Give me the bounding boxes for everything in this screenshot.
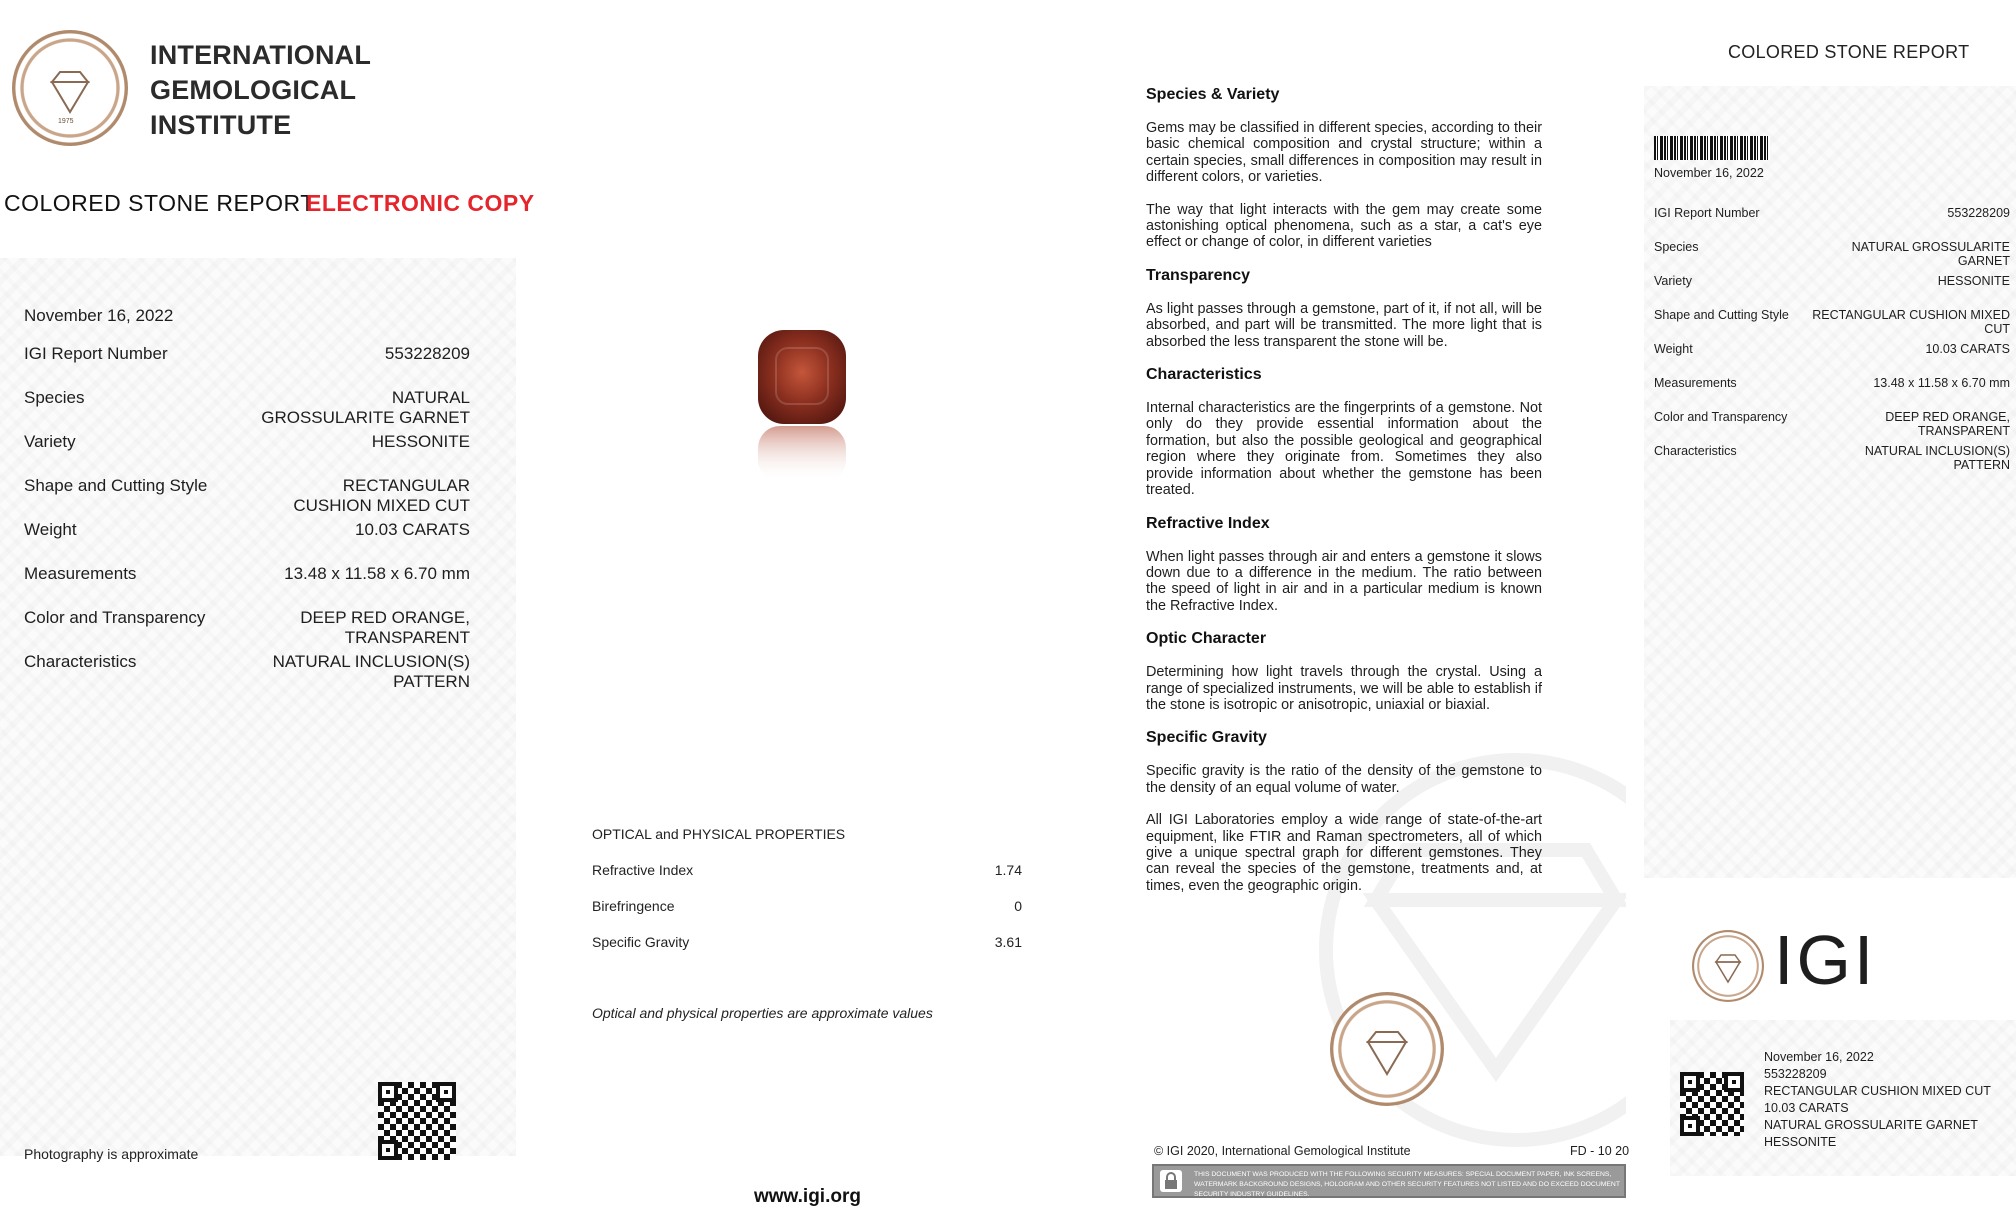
igi-seal-logo (12, 30, 128, 146)
report-row-label: Characteristics (24, 652, 137, 671)
report-row-label: Variety (24, 432, 76, 451)
institute-line-3: INSTITUTE (150, 110, 292, 140)
info-heading: Refractive Index (1146, 514, 1270, 532)
info-paragraph: As light passes through a gemstone, part of it, if not all, will be absorbed, and part will be transmitted. The more light that is absorbed the less transparent the stone will be. (1146, 300, 1542, 350)
electronic-copy-label: ELECTRONIC COPY (306, 190, 535, 216)
security-banner (1152, 1164, 1626, 1198)
report-row-value: HESSONITE (371, 432, 470, 451)
info-paragraph: When light passes through air and enters a gemstone it slows down due to a difference in the medium. The ratio between the speed of light in air and in a particular medium is known the Refractive Index. (1146, 548, 1542, 614)
igi-seal-watermark (1330, 992, 1444, 1106)
stub-card-line: HESSONITE (1764, 1135, 1837, 1149)
stub-card-line: 553228209 (1764, 1067, 1827, 1081)
report-row-label: Weight (24, 520, 77, 539)
stub-row-label: IGI Report Number (1654, 206, 1760, 220)
stub-title: COLORED STONE REPORT (1728, 42, 1970, 62)
info-paragraph: All IGI Laboratories employ a wide range of state-of-the-art equipment, like FTIR and Raman spectrometers, all of which give a unique spectral graph for different gemstones. They can reveal the species of the gemstone, treatments and, at times, even the geographic origin. (1146, 812, 1542, 894)
info-column (1146, 86, 1542, 910)
info-heading: Transparency (1146, 266, 1251, 284)
optical-row-label: Birefringence (592, 898, 675, 914)
stub-row-value: NATURAL GROSSULARITE GARNET (1851, 240, 2010, 268)
report-row-label: Species (24, 388, 85, 407)
optical-title: OPTICAL and PHYSICAL PROPERTIES (592, 826, 846, 842)
photo-note: Photography is approximate (24, 1146, 199, 1162)
optical-row-value: 3.61 (994, 934, 1022, 950)
stub-card-line: November 16, 2022 (1764, 1050, 1874, 1064)
report-row-label: Measurements (24, 564, 137, 583)
stub-row-value: HESSONITE (1937, 274, 2010, 288)
lock-icon (1160, 1170, 1182, 1192)
optical-row-value: 1.74 (994, 862, 1022, 878)
report-date: November 16, 2022 (24, 306, 174, 325)
stub-row-label: Characteristics (1654, 444, 1737, 458)
stub-row-label: Weight (1654, 342, 1693, 356)
seal-year: 1975 (58, 118, 74, 125)
stub-background-pattern (1644, 86, 2016, 878)
report-row-value: NATURAL INCLUSION(S) PATTERN (272, 652, 470, 691)
qr-code[interactable] (378, 1082, 456, 1160)
stub-qr-code[interactable] (1680, 1072, 1744, 1136)
stub-row-label: Shape and Cutting Style (1654, 308, 1789, 322)
info-paragraph: Determining how light travels through the crystal. Using a range of specialized instruments, we will be able to establish if the stone is isotropic or anisotropic, uniaxial or biaxial. (1146, 664, 1542, 713)
stub-card-line: RECTANGULAR CUSHION MIXED CUT (1764, 1084, 1991, 1098)
stub-card-line: 10.03 CARATS (1764, 1101, 1849, 1115)
stub-row-label: Measurements (1654, 376, 1737, 390)
institute-line-2: GEMOLOGICAL (150, 75, 357, 105)
website-link[interactable]: www.igi.org (754, 1186, 861, 1207)
igi-small-seal (1692, 930, 1764, 1002)
optical-row-label: Refractive Index (592, 862, 694, 878)
stub-row-value: 13.48 x 11.58 x 6.70 mm (1873, 376, 2010, 390)
stub-row-label: Variety (1654, 274, 1692, 288)
stub-row-value: NATURAL INCLUSION(S) PATTERN (1864, 444, 2010, 472)
stub-row-label: Species (1654, 240, 1699, 254)
copyright: © IGI 2020, International Gemological Institute (1154, 1144, 1411, 1158)
report-row-value: DEEP RED ORANGE, TRANSPARENT (300, 608, 470, 647)
info-heading: Species & Variety (1146, 86, 1280, 103)
info-heading: Characteristics (1146, 366, 1262, 384)
report-row-label: IGI Report Number (24, 344, 168, 363)
igi-logo-text: IGI (1774, 921, 1877, 999)
report-row-value: 553228209 (384, 344, 470, 363)
report-row-value: RECTANGULAR CUSHION MIXED CUT (293, 476, 470, 515)
info-paragraph: Gems may be classified in different species, according to their basic chemical composition and crystal structure; within a certain species, small differences in composition may result in different colors, or varieties. (1146, 120, 1542, 186)
report-row-value: 13.48 x 11.58 x 6.70 mm (284, 564, 470, 583)
info-paragraph: Internal characteristics are the fingerprints of a gemstone. Not only do they provide essential information about the formation, but also the possible geological and geographical region where they originate from. Sometimes they also provide information about whether the gemstone has been treated. (1146, 400, 1542, 499)
form-code: FD - 10 20 (1570, 1144, 1630, 1158)
institute-line-1: INTERNATIONAL (150, 40, 372, 70)
report-row-value: 10.03 CARATS (355, 520, 470, 539)
report-row-value: NATURAL GROSSULARITE GARNET (261, 388, 470, 427)
report-title: COLORED STONE REPORT (4, 190, 315, 216)
stub-row-value: DEEP RED ORANGE, TRANSPARENT (1885, 410, 2010, 438)
info-heading: Specific Gravity (1146, 729, 1267, 747)
optical-row-label: Specific Gravity (592, 934, 690, 950)
stub-row-value: 553228209 (1947, 206, 2010, 220)
institute-name (150, 38, 371, 143)
report-row-label: Color and Transparency (24, 608, 206, 627)
stub-date: November 16, 2022 (1654, 166, 1764, 180)
optical-note: Optical and physical properties are approximate values (592, 1005, 933, 1021)
info-heading: Optic Character (1146, 630, 1267, 648)
stub-card-line: NATURAL GROSSULARITE GARNET (1764, 1118, 1978, 1132)
barcode (1654, 136, 1770, 160)
info-paragraph: The way that light interacts with the gem may create some astonishing optical phenomena, such as a star, a cat's eye effect or change of color, in different varieties (1146, 201, 1542, 251)
stub-row-value: 10.03 CARATS (1925, 342, 2010, 356)
security-text: THIS DOCUMENT WAS PRODUCED WITH THE FOLLOWING SECURITY MEASURES: SPECIAL DOCUMENT PAPER, INK SCREENS, WATERMARK BACKGROUND DESIGNS, HOLOGRAM AND OTHER SECURITY FEATURES NOT LISTED AND DO EXCEED DOCUMENT SECURITY INDUSTRY GUIDELINES. (1194, 1171, 1620, 1198)
optical-row-value: 0 (1014, 898, 1022, 914)
gemstone-image (752, 326, 852, 486)
report-row-label: Shape and Cutting Style (24, 476, 208, 495)
stub-row-label: Color and Transparency (1654, 410, 1788, 424)
info-paragraph: Specific gravity is the ratio of the density of the gemstone to the density of an equal volume of water. (1146, 763, 1542, 796)
stub-row-value: RECTANGULAR CUSHION MIXED CUT (1812, 308, 2010, 336)
